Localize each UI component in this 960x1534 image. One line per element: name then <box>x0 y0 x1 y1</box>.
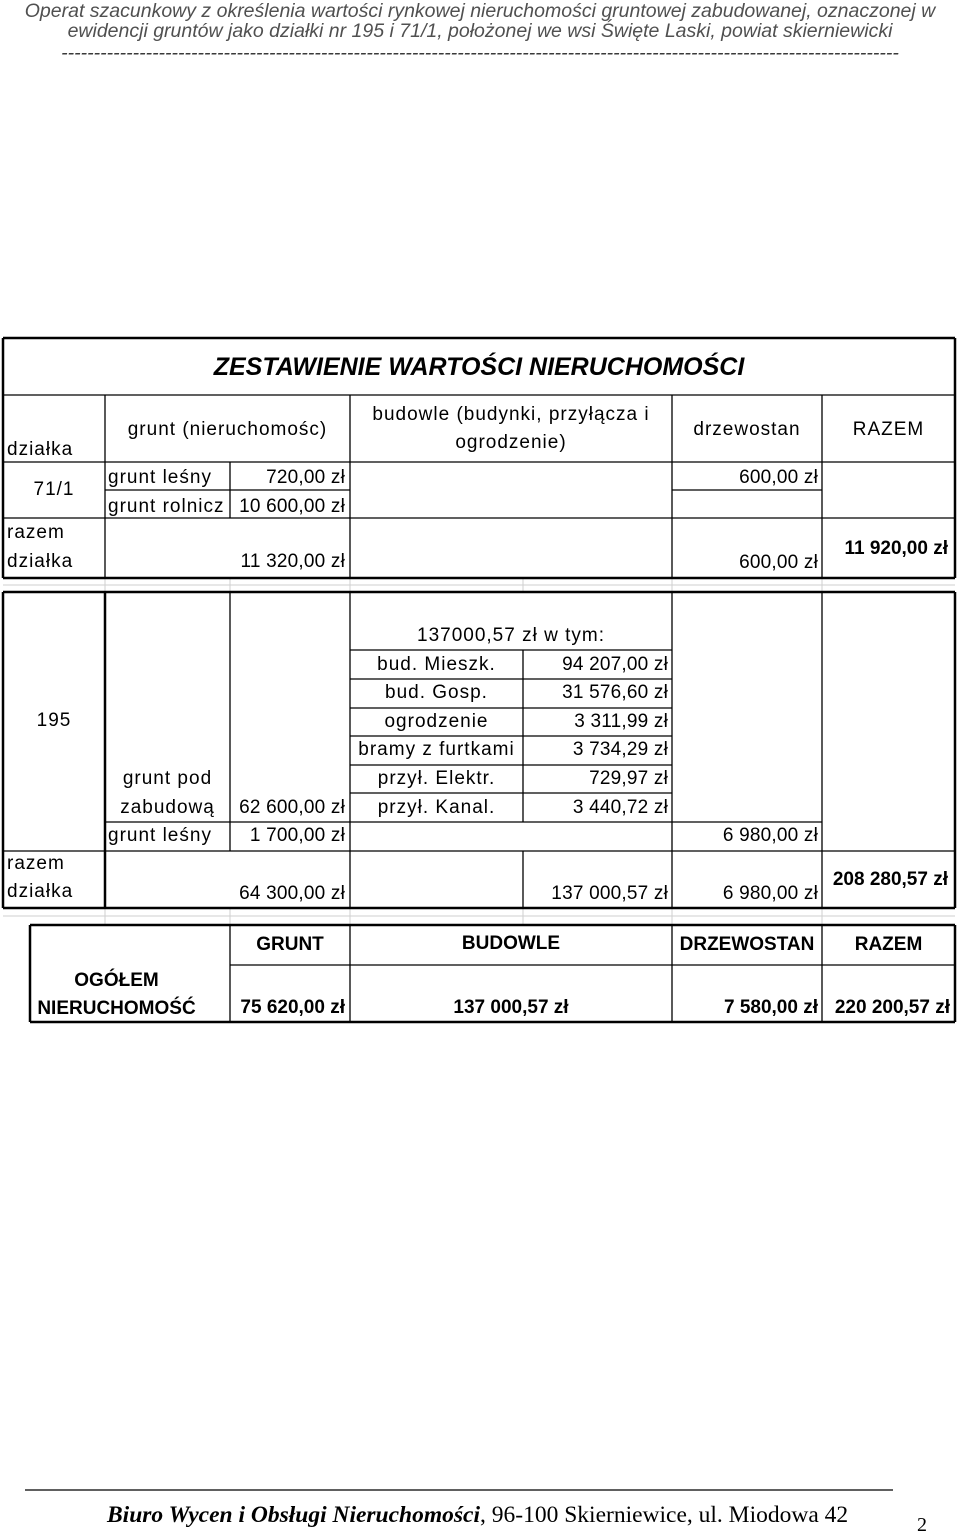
overall-total-value: 220 200,57 zł <box>834 997 950 1018</box>
building-item-value: 3 734,29 zł <box>572 739 668 760</box>
overall-trees-value: 7 580,00 zł <box>723 997 818 1018</box>
building-item-value: 31 576,60 zł <box>562 682 668 703</box>
report-header-line-2: ewidencji gruntów jako działki nr 195 i 71/1, położonej we wsi Święte Laski, powiat skierniewicki <box>67 20 893 42</box>
land-type-label: grunt rolnicz <box>108 496 225 517</box>
col-header-total: RAZEM <box>852 419 925 440</box>
building-item-label: bud. Gosp. <box>385 682 488 703</box>
subtotal-land-value: 11 320,00 zł <box>240 551 345 572</box>
building-item-value: 729,97 zł <box>589 768 668 789</box>
trees-value: 6 980,00 zł <box>722 825 818 846</box>
parcel-number-195: 195 <box>36 710 72 731</box>
building-item-label: bramy z furtkami <box>358 739 515 760</box>
page-number: 2 <box>917 1514 927 1534</box>
overall-header-buildings: BUDOWLE <box>461 933 561 954</box>
subtotal-label-line-1: razem <box>7 522 65 543</box>
subtotal-land-value: 64 300,00 zł <box>239 883 345 904</box>
building-item-label: przył. Kanal. <box>377 797 496 818</box>
subtotal-total-value: 208 280,57 zł <box>832 869 948 890</box>
subtotal-label-line-2: działka <box>7 551 74 572</box>
footer-address: , 96-100 Skierniewice, ul. Miodowa 42 <box>480 1502 849 1528</box>
land-type-label: grunt leśny <box>108 825 212 846</box>
footer-text <box>107 1501 848 1529</box>
land-value: 62 600,00 zł <box>239 797 345 818</box>
footer-company-name: Biuro Wycen i Obsługi Nieruchomości <box>107 1502 481 1528</box>
overall-header-total: RAZEM <box>854 934 923 955</box>
overall-label-line-1: OGÓŁEM <box>74 970 159 991</box>
overall-land-value: 75 620,00 zł <box>240 997 345 1018</box>
col-header-buildings-line-2: ogrodzenie) <box>455 432 567 453</box>
overall-header-land: GRUNT <box>256 934 324 955</box>
land-type-label: grunt leśny <box>108 467 212 488</box>
building-item-value: 3 311,99 zł <box>574 711 668 732</box>
land-type-label-line-2: zabudową <box>120 797 215 818</box>
buildings-intro: 137000,57 zł w tym: <box>417 625 605 646</box>
subtotal-trees-value: 600,00 zł <box>739 552 818 573</box>
subtotal-total-value: 11 920,00 zł <box>844 538 948 559</box>
col-header-land: grunt (nieruchomośc) <box>127 419 328 440</box>
land-type-label-line-1: grunt pod <box>122 768 213 789</box>
overall-header-trees: DRZEWOSTAN <box>679 934 815 955</box>
header-separator: --------------------------------------------------------------------------------------------------------------------------------- <box>61 42 899 64</box>
overall-buildings-value: 137 000,57 zł <box>453 997 569 1018</box>
subtotal-label-line-2: działka <box>7 881 74 902</box>
building-item-label: ogrodzenie <box>384 711 489 732</box>
land-value: 1 700,00 zł <box>249 825 345 846</box>
building-item-value: 94 207,00 zł <box>562 654 668 675</box>
land-value: 720,00 zł <box>266 467 345 488</box>
building-item-value: 3 440,72 zł <box>572 797 668 818</box>
building-item-label: bud. Mieszk. <box>377 654 496 675</box>
col-header-parcel: działka <box>7 439 74 460</box>
table-title: ZESTAWIENIE WARTOŚCI NIERUCHOMOŚCI <box>213 353 745 381</box>
report-header-line-1: Operat szacunkowy z określenia wartości rynkowej nieruchomości gruntowej zabudowanej, oznaczonej w <box>24 0 936 22</box>
overall-label-line-2: NIERUCHOMOŚĆ <box>37 998 196 1019</box>
land-value: 10 600,00 zł <box>239 496 345 517</box>
parcel-number-71-1: 71/1 <box>33 479 75 500</box>
trees-value: 600,00 zł <box>739 467 818 488</box>
subtotal-trees-value: 6 980,00 zł <box>722 883 818 904</box>
col-header-buildings-line-1: budowle (budynki, przyłącza i <box>372 404 650 425</box>
col-header-trees: drzewostan <box>693 419 801 440</box>
building-item-label: przył. Elektr. <box>377 768 496 789</box>
subtotal-label-line-1: razem <box>7 853 65 874</box>
subtotal-buildings-value: 137 000,57 zł <box>551 883 668 904</box>
